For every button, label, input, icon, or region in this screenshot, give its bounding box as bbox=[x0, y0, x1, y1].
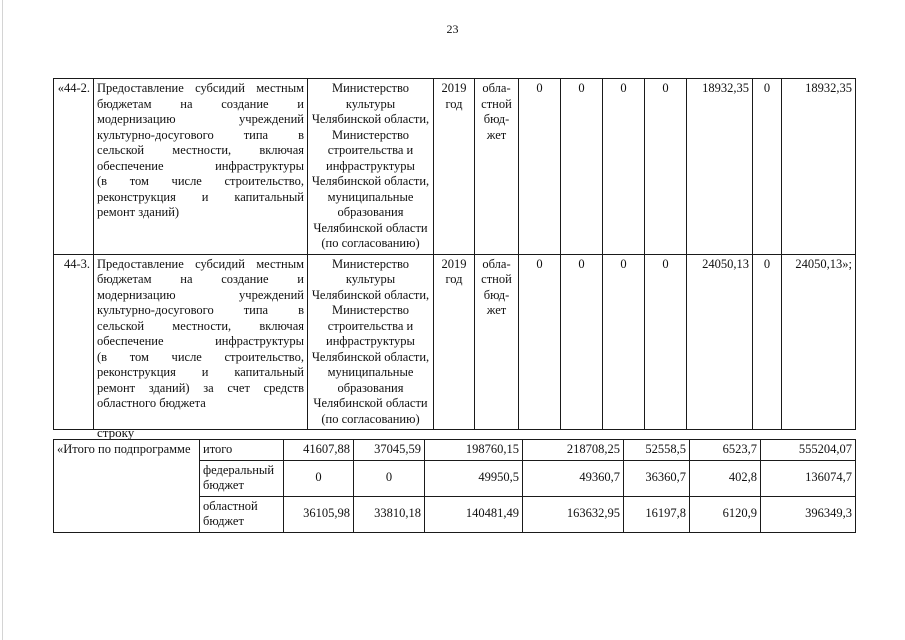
table-row bbox=[54, 440, 856, 461]
value-cell: 36360,7 bbox=[624, 460, 690, 496]
year-cell: 2019 год bbox=[434, 254, 475, 430]
measure-name bbox=[94, 254, 308, 430]
value-cell: 0 bbox=[561, 254, 603, 430]
funding-source-cell: обла- стной бюд- жет bbox=[475, 79, 519, 255]
value-cell: 37045,59 bbox=[354, 440, 425, 461]
measure-name-line: обеспечение инфраструктуры bbox=[97, 334, 304, 348]
value-cell: 0 bbox=[603, 79, 645, 255]
value-cell: 0 bbox=[753, 79, 782, 255]
value-cell: 52558,5 bbox=[624, 440, 690, 461]
measure-name-line: модернизацию учреждений bbox=[97, 287, 304, 302]
year-cell: 2019 год bbox=[434, 79, 475, 255]
measure-name-line: культурно-досугового типа в bbox=[97, 303, 304, 317]
value-cell: 41607,88 bbox=[284, 440, 354, 461]
measure-name-line: культурно-досугового типа в bbox=[97, 127, 304, 142]
subprogram-total-table bbox=[53, 439, 856, 533]
value-cell: 0 bbox=[519, 79, 561, 255]
value-cell: 0 bbox=[645, 79, 687, 255]
measure-name-line: Предоставление субсидий местным bbox=[97, 256, 304, 271]
row-number: 44-3. bbox=[54, 254, 94, 430]
value-cell: 140481,49 bbox=[425, 496, 523, 532]
measure-name-line: реконструкция и капитальный bbox=[97, 189, 304, 204]
measure-name-line: обеспечение инфраструктуры bbox=[97, 158, 304, 173]
total-cell: 555204,07 bbox=[761, 440, 856, 461]
measure-name-line: модернизацию учреждений bbox=[97, 112, 304, 126]
row-label-text: строку bbox=[97, 425, 135, 440]
measure-name-line: Предоставление субсидий местным bbox=[97, 81, 304, 95]
value-cell: 0 bbox=[561, 79, 603, 255]
value-cell: 18932,35 bbox=[687, 79, 753, 255]
measure-name-line: ремонт зданий) за счет средств bbox=[97, 380, 304, 395]
page-number: 23 bbox=[446, 22, 459, 36]
table-row bbox=[54, 254, 856, 430]
value-cell: 0 bbox=[354, 460, 425, 496]
value-cell: 198760,15 bbox=[425, 440, 523, 461]
measure-name-line: сельской местности, включая bbox=[97, 318, 304, 333]
measure-name-line: сельской местности, включая bbox=[97, 143, 304, 157]
value-cell: 163632,95 bbox=[523, 496, 624, 532]
total-cell: 18932,35 bbox=[782, 79, 856, 255]
measure-name-line: областного бюджета bbox=[97, 396, 206, 410]
table-row bbox=[54, 79, 856, 255]
executor-cell: Министерство культуры Челябинской области, Министерство строительства и инфраструктуры Челябинской области, муниципальные образования Челябинской области (по согласованию) bbox=[308, 79, 434, 255]
value-cell: 0 bbox=[284, 460, 354, 496]
total-cell: 396349,3 bbox=[761, 496, 856, 532]
program-measures-table bbox=[53, 78, 856, 430]
value-cell: 16197,8 bbox=[624, 496, 690, 532]
value-cell: 49360,7 bbox=[523, 460, 624, 496]
subprogram-title: «Итого по подпрограмме bbox=[54, 440, 200, 533]
value-cell: 6523,7 bbox=[690, 440, 761, 461]
value-cell: 49950,5 bbox=[425, 460, 523, 496]
value-cell: 24050,13 bbox=[687, 254, 753, 430]
measure-name-line: (в том числе строительство, bbox=[97, 349, 304, 364]
funding-source-cell: обла- стной бюд- жет bbox=[475, 254, 519, 430]
value-cell: 0 bbox=[603, 254, 645, 430]
budget-label: федеральный бюджет bbox=[200, 460, 284, 496]
value-cell: 0 bbox=[645, 254, 687, 430]
value-cell: 402,8 bbox=[690, 460, 761, 496]
total-cell: 24050,13»; bbox=[782, 254, 856, 430]
value-cell: 218708,25 bbox=[523, 440, 624, 461]
value-cell: 0 bbox=[753, 254, 782, 430]
measure-name-line: (в том числе строительство, bbox=[97, 174, 304, 188]
page-edge-line bbox=[2, 0, 3, 640]
measure-name-line: ремонт зданий) bbox=[97, 205, 180, 219]
value-cell: 0 bbox=[519, 254, 561, 430]
value-cell: 6120,9 bbox=[690, 496, 761, 532]
budget-label: итого bbox=[200, 440, 284, 461]
value-cell: 33810,18 bbox=[354, 496, 425, 532]
measure-name bbox=[94, 79, 308, 255]
row-number: «44-2. bbox=[54, 79, 94, 255]
measure-name-line: реконструкция и капитальный bbox=[97, 365, 304, 379]
measure-name-line: бюджетам на создание и bbox=[97, 272, 304, 286]
value-cell: 36105,98 bbox=[284, 496, 354, 532]
budget-label: областной бюджет bbox=[200, 496, 284, 532]
measure-name-line: бюджетам на создание и bbox=[97, 96, 304, 111]
executor-cell: Министерство культуры Челябинской области, Министерство строительства и инфраструктуры Челябинской области, муниципальные образования Челябинской области (по согласованию) bbox=[308, 254, 434, 430]
total-cell: 136074,7 bbox=[761, 460, 856, 496]
